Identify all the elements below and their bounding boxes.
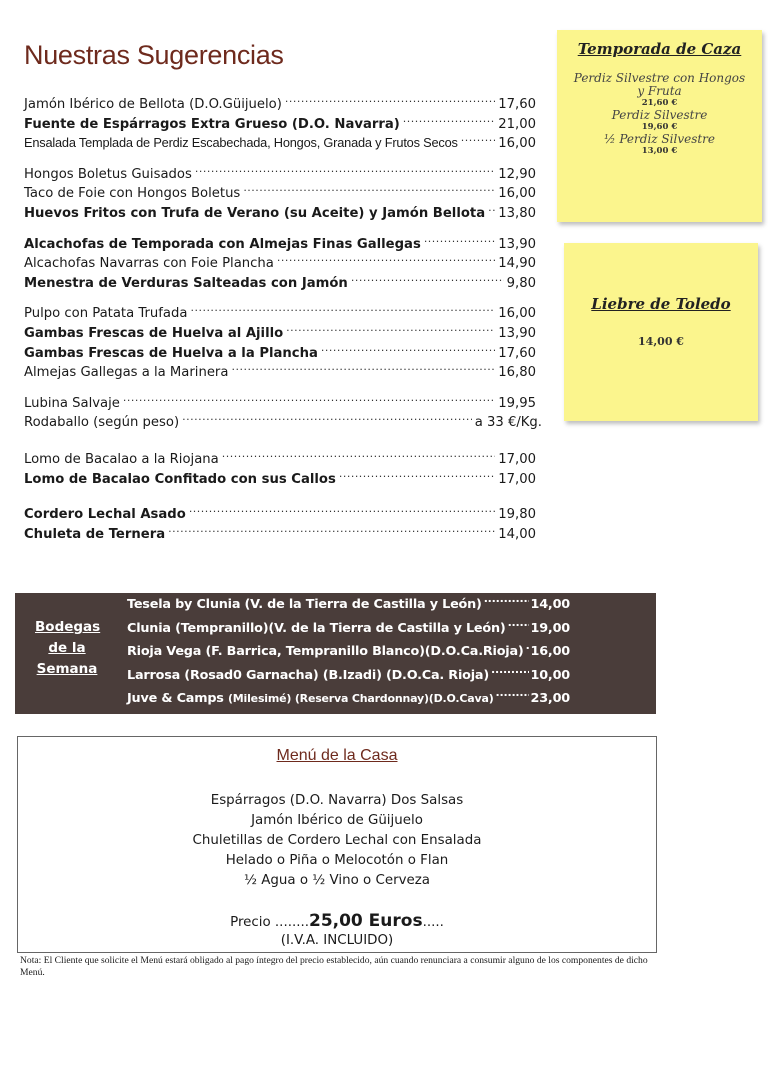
dot-leader (321, 343, 495, 357)
menu-item (24, 412, 542, 432)
item-price: 12,90 (498, 166, 536, 182)
wine-name (127, 691, 494, 706)
item-name: Alcachofas de Temporada con Almejas Finas Gallegas (24, 236, 421, 252)
wine-list (127, 595, 570, 713)
dot-leader (488, 203, 495, 217)
item-name: Alcachofas Navarras con Foie Plancha (24, 256, 274, 272)
menu-item (24, 114, 536, 134)
item-price: a 33 €/Kg. (474, 415, 542, 431)
item-name: Hongos Boletus Guisados (24, 166, 192, 182)
item-price: 13,90 (498, 325, 536, 341)
wine-price: 19,00 (530, 620, 570, 636)
item-name: Pulpo con Patata Trufada (24, 306, 188, 322)
menu-item (24, 303, 536, 323)
dot-leader (424, 234, 495, 248)
item-name: Gambas Frescas de Huelva al Ajillo (24, 325, 284, 341)
menu-item (24, 469, 536, 489)
item-name: Cordero Lechal Asado (24, 507, 186, 523)
item-price: 19,95 (498, 395, 536, 411)
wine-name: Larrosa (Rosad0 Garnacha) (B.Izadi) (D.O.Ca. Rioja) (127, 667, 490, 683)
item-price: 17,00 (498, 451, 536, 467)
item-price: 17,60 (498, 345, 536, 361)
wine-price: 16,00 (530, 644, 570, 659)
wine-price: 23,00 (530, 691, 570, 706)
house-menu-price (18, 911, 656, 931)
item-name: Jamón Ibérico de Bellota (D.O.Güijuelo) (24, 97, 282, 112)
item-name: Lomo de Bacalao a la Riojana (24, 451, 219, 467)
note-line: Perdiz Silvestre con Hongos (573, 71, 746, 85)
item-price: 17,60 (498, 97, 536, 112)
item-price: 9,80 (506, 275, 536, 291)
menu-item (24, 234, 536, 254)
item-price: 17,00 (498, 471, 536, 487)
dot-leader (351, 273, 504, 287)
item-price: 14,00 (498, 526, 536, 542)
menu-item (24, 343, 536, 363)
wines-label-line: Semana (36, 661, 98, 677)
item-price: 13,80 (498, 205, 536, 221)
item-name: Almejas Gallegas a la Marinera (24, 365, 229, 381)
dot-leader (190, 303, 495, 317)
menu-item (24, 273, 536, 293)
menu-item (24, 133, 536, 153)
note-title: Liebre de Toledo (591, 295, 731, 313)
dot-leader (231, 362, 495, 376)
house-menu-item: Espárragos (D.O. Navarra) Dos Salsas (210, 793, 464, 808)
note-line: ½ Perdiz Silvestre (603, 132, 716, 146)
dot-leader (484, 595, 529, 608)
note-title: Temporada de Caza (577, 40, 742, 58)
dot-leader (168, 524, 495, 538)
wine-name-detail: (Milesimé) (Reserva Chardonnay)(D.O.Cava) (227, 692, 494, 705)
wines-of-the-week-box (15, 593, 656, 714)
item-price: 16,00 (498, 186, 536, 202)
wine-price: 10,00 (530, 667, 570, 683)
wine-item (127, 642, 570, 666)
item-price: 16,00 (498, 136, 536, 152)
item-price: 16,00 (498, 306, 536, 322)
dot-leader (403, 114, 495, 128)
menu-item (24, 203, 536, 223)
note-price: 13,00 € (641, 146, 678, 156)
house-menu-title: Menú de la Casa (276, 747, 398, 764)
dot-leader (222, 449, 496, 463)
note-price: 14,00 € (638, 335, 684, 348)
item-name: Fuente de Espárragos Extra Grueso (D.O. Navarra) (24, 116, 400, 132)
suggestions-list (24, 94, 542, 543)
dot-leader (286, 323, 495, 337)
house-menu-item: Jamón Ibérico de Güijuelo (251, 813, 423, 828)
dot-leader (195, 164, 495, 178)
menu-item (24, 183, 536, 203)
item-name: Gambas Frescas de Huelva a la Plancha (24, 345, 318, 361)
menu-item (24, 524, 536, 544)
wine-price: 14,00 (530, 597, 570, 612)
house-menu-item: Helado o Piña o Melocotón o Flan (225, 853, 449, 868)
price-suffix: ..... (422, 915, 444, 930)
wine-name-main: Juve & Camps (127, 691, 224, 706)
item-price: 16,80 (498, 365, 536, 381)
wines-label-line: Bodegas (35, 619, 101, 635)
note-price: 19,60 € (641, 122, 678, 132)
menu-item (24, 504, 536, 524)
wine-name: Rioja Vega (F. Barrica, Tempranillo Blanco)(D.O.Ca.Rioja) (127, 644, 524, 659)
page-title: Nuestras Sugerencias (24, 40, 284, 70)
item-name: Lubina Salvaje (24, 395, 120, 411)
wines-label-line: de la (48, 640, 86, 656)
dot-leader (182, 412, 472, 426)
house-menu-items (18, 791, 656, 891)
wine-name: Clunia (Tempranillo)(V. de la Tierra de Castilla y León) (127, 620, 506, 636)
wine-name: Tesela by Clunia (V. de la Tierra de Castilla y León) (127, 597, 482, 612)
item-name: Huevos Fritos con Trufa de Verano (su Aceite) y Jamón Bellota (24, 205, 486, 221)
note-price: 21,60 € (641, 98, 678, 108)
menu-item (24, 253, 536, 273)
item-price: 21,00 (498, 116, 536, 132)
house-menu-item: Chuletillas de Cordero Lechal con Ensalada (192, 833, 482, 848)
menu-item (24, 449, 536, 469)
wine-item (127, 595, 570, 619)
item-price: 13,90 (498, 236, 536, 252)
wine-item (127, 666, 570, 690)
dot-leader (189, 504, 495, 518)
item-name: Taco de Foie con Hongos Boletus (24, 186, 241, 202)
sticky-note-hare (564, 243, 758, 421)
dot-leader (285, 94, 495, 108)
wines-label (35, 617, 99, 680)
menu-item (24, 94, 536, 114)
house-menu-box (17, 736, 657, 953)
menu-item (24, 393, 536, 413)
dot-leader (461, 133, 496, 147)
house-menu-item: ½ Agua o ½ Vino o Cerveza (244, 873, 430, 888)
item-name: Chuleta de Ternera (24, 526, 166, 542)
dot-leader (277, 253, 495, 267)
item-price: 19,80 (498, 507, 536, 523)
item-price: 14,90 (498, 256, 536, 272)
dot-leader (491, 666, 529, 679)
dot-leader (526, 642, 529, 655)
wine-item (127, 619, 570, 643)
footnote: Nota: El Cliente que solicite el Menú estará obligado al pago íntegro del precio establecido, aún cuando renunciara a consumir alguno de los componentes de dicho Menú. (20, 955, 648, 978)
note-line: y Fruta (637, 84, 682, 98)
menu-item (24, 164, 536, 184)
price-label: Precio ........ (230, 915, 309, 930)
menu-item (24, 362, 536, 382)
price-value: 25,00 Euros (308, 911, 423, 931)
menu-item (24, 323, 536, 343)
item-name: Ensalada Templada de Perdiz Escabechada, Hongos, Granada y Frutos Secos (24, 135, 458, 151)
item-name: Menestra de Verduras Salteadas con Jamón (24, 275, 348, 291)
sticky-note-game-season (557, 30, 762, 222)
dot-leader (123, 393, 495, 407)
vat-included-note: (I.V.A. INCLUIDO) (280, 933, 394, 948)
dot-leader (243, 183, 495, 197)
item-name: Rodaballo (según peso) (24, 415, 180, 431)
wine-item (127, 689, 570, 713)
dot-leader (508, 619, 529, 632)
dot-leader (496, 689, 529, 702)
item-name: Lomo de Bacalao Confitado con sus Callos (24, 471, 336, 487)
note-line: Perdiz Silvestre (611, 108, 708, 122)
dot-leader (339, 469, 495, 483)
